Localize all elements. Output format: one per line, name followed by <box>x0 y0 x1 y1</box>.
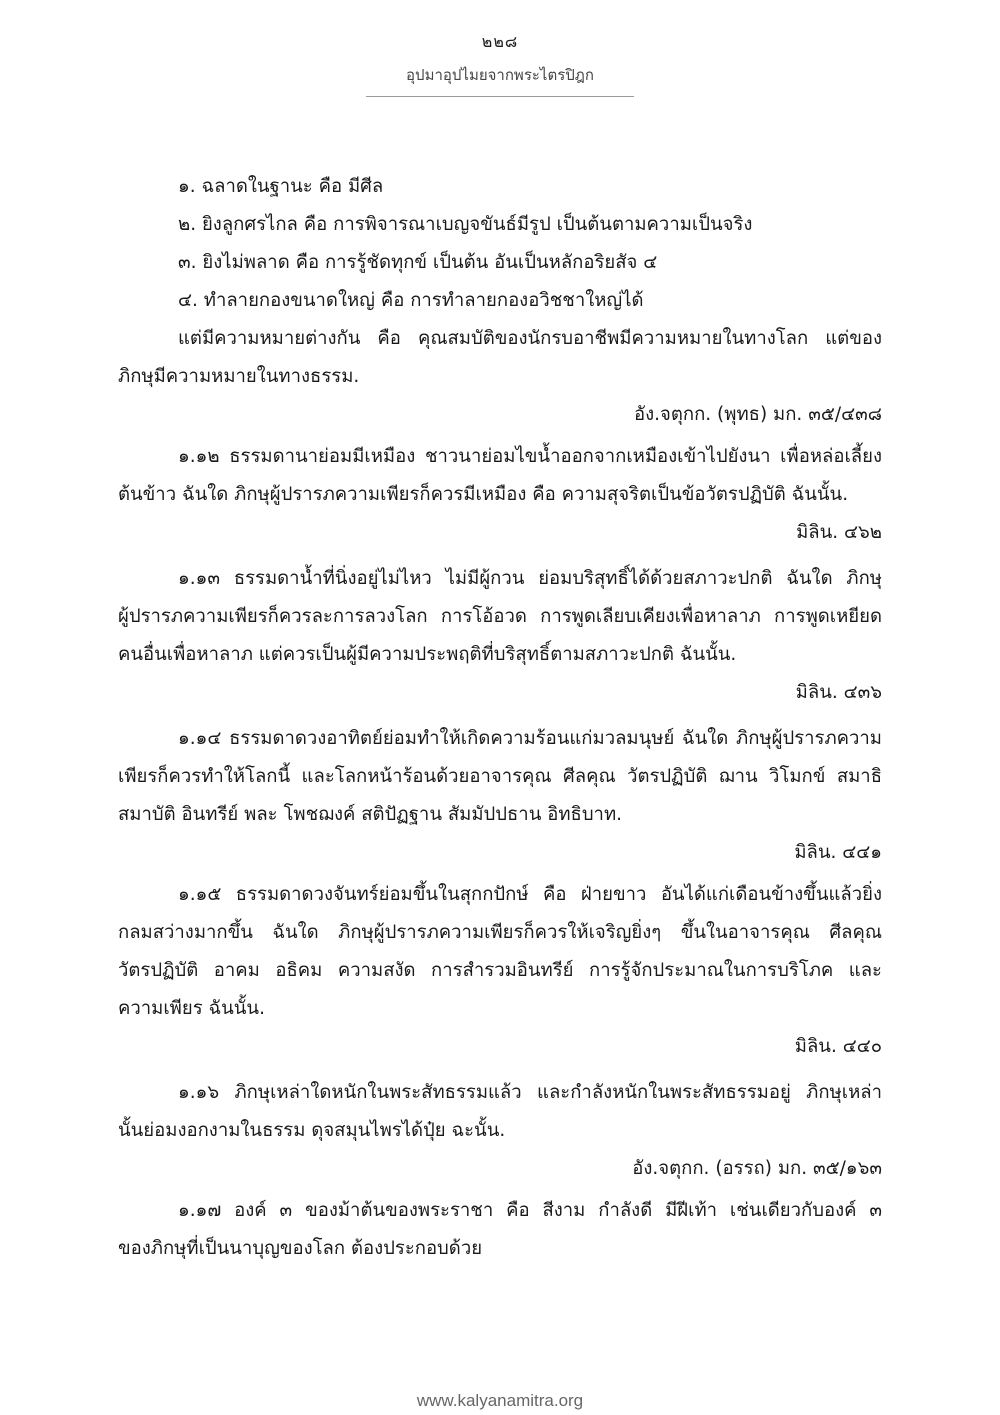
text-line: ๓. ยิงไม่พลาด คือ การรู้ชัดทุกข์ เป็นต้น อันเป็นหลักอริยสัจ ๔ <box>178 252 658 273</box>
text-line: ผู้ปรารภความเพียรก็ควรละการลวงโลก การโอ้อวด การพูดเลียบเคียงเพื่อหาลาภ การพูดเหยียด <box>118 606 882 627</box>
text-line: ๑.๑๕ ธรรมดาดวงจันทร์ย่อมขึ้นในสุกกปักษ์ คือ ฝ่ายขาว อันได้แก่เดือนข้างขึ้นแล้วยิ่ง <box>178 884 882 905</box>
text-line: ๒. ยิงลูกศรไกล คือ การพิจารณาเบญจขันธ์มีรูป เป็นต้นตามความเป็นจริง <box>178 214 753 235</box>
line-gap <box>118 712 882 720</box>
text-line: ๑.๑๖ ภิกษุเหล่าใดหนักในพระสัทธรรมแล้ว และกำลังหนักในพระสัทธรรมอยู่ ภิกษุเหล่า <box>178 1082 882 1103</box>
line-gap <box>118 1066 882 1074</box>
text-line: ความเพียร ฉันนั้น. <box>118 998 265 1019</box>
text-line: ๑.๑๒ ธรรมดานาย่อมมีเหมือง ชาวนาย่อมไขน้ำออกจากเหมืองเข้าไปยังนา เพื่อหล่อเลี้ยง <box>178 446 882 467</box>
text-line: ๑. ฉลาดในฐานะ คือ มีศีล <box>178 176 384 197</box>
text-line: คนอื่นเพื่อหาลาภ แต่ควรเป็นผู้มีความประพฤติที่บริสุทธิ์ตามสภาวะปกติ ฉันนั้น. <box>118 644 737 665</box>
footer-url: www.kalyanamitra.org <box>416 1391 584 1410</box>
book-title: อุปมาอุปไมยจากพระไตรปิฎก <box>406 66 594 84</box>
text-line: ๑.๑๔ ธรรมดาดวงอาทิตย์ย่อมทำให้เกิดความร้อนแก่มวลมนุษย์ ฉันใด ภิกษุผู้ปรารภความ <box>178 728 882 749</box>
text-line: ๔. ทำลายกองขนาดใหญ่ คือ การทำลายกองอวิชชาใหญ่ได้ <box>178 290 644 311</box>
source-reference: อัง.จตุกก. (อรรถ) มก. ๓๕/๑๖๓ <box>632 1158 882 1179</box>
text-line: ๑.๑๗ องค์ ๓ ของม้าต้นของพระราชา คือ สีงาม กำลังดี มีฝีเท้า เช่นเดียวกับองค์ ๓ <box>178 1200 882 1221</box>
body-text <box>118 168 882 1268</box>
page-header <box>0 30 1000 97</box>
source-reference: มิลิน. ๔๔๐ <box>794 1036 882 1057</box>
text-line: ของภิกษุที่เป็นนาบุญของโลก ต้องประกอบด้วย <box>118 1238 483 1259</box>
source-reference: มิลิน. ๔๔๑ <box>794 842 882 863</box>
text-line: ภิกษุมีความหมายในทางธรรม. <box>118 366 360 387</box>
text-line: แต่มีความหมายต่างกัน คือ คุณสมบัติของนักรบอาชีพมีความหมายในทางโลก แต่ของ <box>178 328 882 349</box>
text-line: วัตรปฏิบัติ อาคม อธิคม ความสงัด การสำรวมอินทรีย์ การรู้จักประมาณในการบริโภค และ <box>118 960 882 981</box>
page-number: ๒๒๘ <box>481 32 519 51</box>
text-line: กลมสว่างมากขึ้น ฉันใด ภิกษุผู้ปรารภความเพียรก็ควรให้เจริญยิ่งๆ ขึ้นในอาจารคุณ ศีลคุณ <box>118 922 882 943</box>
text-line: เพียรก็ควรทำให้โลกนี้ และโลกหน้าร้อนด้วยอาจารคุณ ศีลคุณ วัตรปฏิบัติ ฌาน วิโมกข์ สมาธิ <box>118 766 882 787</box>
text-line: ต้นข้าว ฉันใด ภิกษุผู้ปรารภความเพียรก็ควรมีเหมือง คือ ความสุจริตเป็นข้อวัตรปฏิบัติ ฉันนั้น. <box>118 484 849 505</box>
text-line: นั้นย่อมงอกงามในธรรม ดุจสมุนไพรได้ปุ๋ย ฉะนั้น. <box>118 1120 506 1141</box>
text-line: ๑.๑๓ ธรรมดาน้ำที่นิ่งอยู่ไม่ไหว ไม่มีผู้กวน ย่อมบริสุทธิ์ได้ด้วยสภาวะปกติ ฉันใด ภิกษุ <box>178 568 882 589</box>
text-line: สมาบัติ อินทรีย์ พละ โพชฌงค์ สติปัฏฐาน สัมมัปปธาน อิทธิบาท. <box>118 804 623 825</box>
source-reference: มิลิน. ๔๖๒ <box>796 522 882 543</box>
source-reference: มิลิน. ๔๓๖ <box>795 682 882 703</box>
header-divider <box>366 96 634 97</box>
line-gap <box>118 552 882 560</box>
source-reference: อัง.จตุกก. (พุทธ) มก. ๓๕/๔๓๘ <box>634 404 882 425</box>
